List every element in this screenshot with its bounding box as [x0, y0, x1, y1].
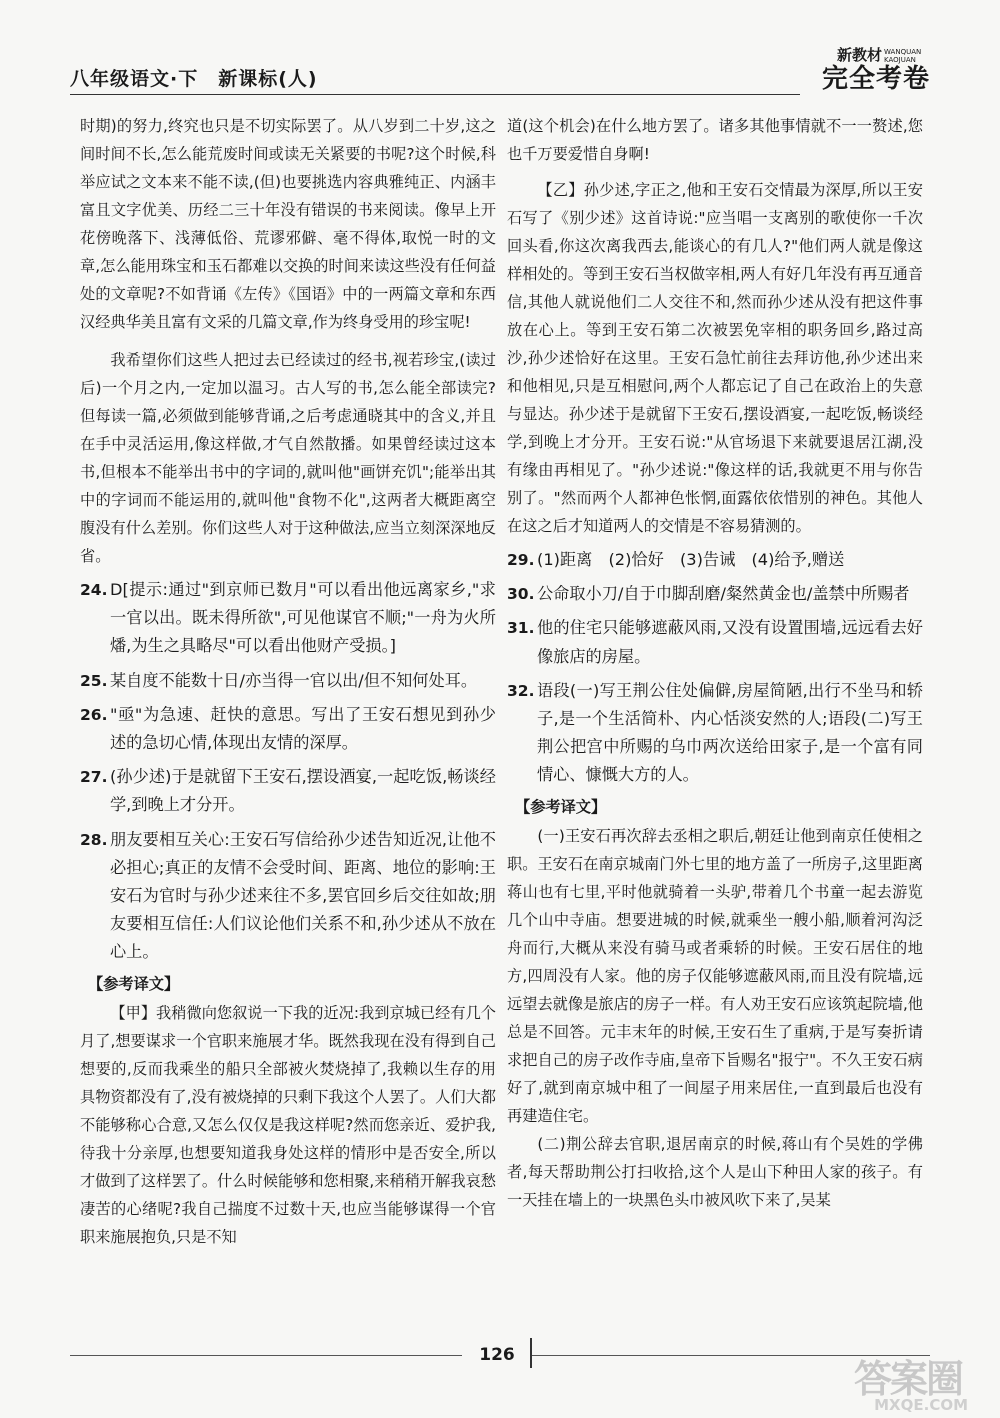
answer-text: 某自度不能数十日/亦当得一官以出/但不知何处耳。 [110, 670, 478, 690]
answer-list-right [507, 546, 923, 790]
answer-text: 他的住宅只能够遮蔽风雨,又没有设置围墙,远远看去好像旅店的房屋。 [537, 618, 923, 666]
answer-item [507, 614, 923, 670]
answer-text: 语段(一)写王荆公住处偏僻,房屋简陋,出行不坐马和轿子,是一个生活简朴、内心恬淡安然的人;语段(二)写王荆公把宫中所赐的乌巾两次送给田家子,是一个富有同情心、慷慨大方的人。 [537, 680, 923, 785]
brand-big: 完全考卷 [821, 64, 930, 94]
brand-logo [800, 44, 930, 93]
brand-pinyin: WANQUAN KAOJUAN [884, 47, 922, 64]
reference-translation-label: 【参考译文】 [515, 797, 607, 816]
answer-number: 28. [80, 830, 108, 849]
answer-list-left [80, 576, 496, 967]
answer-item [507, 580, 923, 608]
right-para-1: 道(这个机会)在什么地方罢了。诸多其他事情就不一一赘述,您也千万要爱惜自身啊! [507, 117, 923, 163]
right-column [507, 112, 923, 1214]
right-para-3: (一)王安石再次辞去丞相之职后,朝廷让他到南京任使相之职。王安石在南京城南门外七里的地方盖了一所房子,这里距离蒋山也有七里,平时他就骑着一头驴,带着几个书童一起去游览几个山中寺庙。想要进城的时候,就乘坐一艘小船,顺着河沟泛舟而行,大概从来没有骑马或者乘轿的时候。王安石居住的地方,四周没有人家。他的房子仅能够遮蔽风雨,而且没有院墙,远远望去就像是旅店的房子一样。有人劝王安石应该筑起院墙,他总是不回答。元丰末年的时候,王安石生了重病,于是写奏折请求把自己的房子改作寺庙,皇帝下旨赐名"报宁"。不久王安石病好了,就到南京城中租了一间屋子用来居住,一直到最后也没有再建造住宅。 [507, 826, 923, 1125]
answer-number: 26. [80, 705, 108, 724]
page-number-bar-right [530, 1338, 532, 1368]
page-header [70, 44, 930, 96]
answer-text: "亟"为急速、赶快的意思。写出了王安石想见到孙少述的急切心情,体现出友情的深厚。 [110, 704, 496, 753]
answer-item [80, 576, 496, 661]
answer-number: 30. [507, 585, 535, 604]
answer-number: 32. [507, 681, 535, 700]
answer-number: 25. [80, 671, 108, 690]
answer-text: (孙少述)于是就留下王安石,摆设酒宴,一起吃饭,畅谈经学,到晚上才分开。 [110, 767, 496, 815]
watermark-url: MXQE.COM [874, 1396, 968, 1414]
left-column [80, 112, 496, 1251]
left-para-2: 我希望你们这些人把过去已经读过的经书,视若珍宝,(读过后)一个月之内,一定加以温习。古人写的书,怎么能全部读完?但每读一篇,必须做到能够背诵,之后考虑通晓其中的含义,并且在手中灵活运用,像这样做,才气自然散播。如果曾经读过这本书,但根本不能举出书中的字词的,就叫他"画饼充饥";能举出其中的字词而不能运用的,就叫他"食物不化",这两者大概距离空腹没有什么差别。你们这些人对于这种做法,应当立刻深深地反省。 [80, 351, 496, 565]
header-rule [70, 94, 800, 95]
brand-small: 新教材 [836, 46, 882, 64]
answer-text: D[提示:通过"到京师已数月"可以看出他远离家乡,"求一官以出。既未得所欲",可见他谋官不顺;"一舟为火所燔,为生之具略尽"可以看出他财产受损。] [110, 580, 496, 656]
header-title: 八年级语文·下 新课标(人) [70, 68, 318, 90]
answer-item [80, 667, 496, 695]
left-para-3: 【甲】我稍微向您叙说一下我的近况:我到京城已经有几个月了,想要谋求一个官职来施展才华。既然我现在没有得到自己想要的,反而我乘坐的船只全部被火焚烧掉了,我赖以生存的用具物资都没有了,没有被烧掉的只剩下我这个人罢了。人们大都不能够称心合意,又怎么仅仅是我这样呢?然而您亲近、爱护我,待我十分亲厚,也想要知道我身处这样的情形中是否安全,所以才做到了这样罢了。什么时候能够和您相聚,来稍稍开解我哀愁凄苦的心绪呢?我自己揣度不过数十天,也应当能够谋得一个官职来施展抱负,只是不知 [80, 1003, 496, 1246]
answer-number: 31. [507, 619, 535, 638]
answer-text: (1)距离 (2)恰好 (3)告诫 (4)给予,赠送 [537, 550, 845, 569]
answer-item [80, 701, 496, 757]
answer-number: 27. [80, 768, 108, 787]
answer-item [507, 546, 923, 574]
answer-text: 公命取小刀/自于巾脚刮磨/粲然黄金也/盖禁中所赐者 [537, 584, 910, 604]
answer-text: 朋友要相互关心:王安石写信给孙少述告知近况,让他不必担心;真正的友情不会受时间、距离、地位的影响:王安石为官时与孙少述来往不多,罢官回乡后交往如故;朋友要相互信任:人们议论他们关系不和,孙少述从不放在心上。 [110, 829, 496, 962]
page-number: 126 [462, 1338, 532, 1372]
right-para-2: 【乙】孙少述,字正之,他和王安石交情最为深厚,所以王安石写了《别少述》这首诗说:"应当唱一支离别的歌使你一千次回头看,你这次离我西去,能谈心的有几人?"他们两人就是像这样相处的。等到王安石当权做宰相,两人有好几年没有再互通音信,其他人就说他们二人交往不和,然而孙少述从没有把这件事放在心上。等到王安石第二次被罢免宰相的职务回乡,路过高沙,孙少述恰好在这里。王安石急忙前往去拜访他,孙少述出来和他相见,只是互相慰问,两个人都忘记了自己在政治上的失意与显达。孙少述于是就留下王安石,摆设酒宴,一起吃饭,畅谈经学,到晚上才分开。王安石说:"从官场退下来就要退居江湖,没有缘由再相见了。"孙少述说:"像这样的话,我就更不用与你告别了。"然而两个人都神色怅惘,面露依依惜别的神色。其他人在这之后才知道两人的交情是不容易猜测的。 [507, 181, 923, 535]
reference-translation-label: 【参考译文】 [88, 974, 180, 993]
answer-item [80, 763, 496, 819]
answer-item [507, 677, 923, 790]
right-para-4: (二)荆公辞去官职,退居南京的时候,蒋山有个吴姓的学佛者,每天帮助荆公打扫收拾,这个人是山下种田人家的孩子。有一天挂在墙上的一块黑色头巾被风吹下来了,吴某 [507, 1134, 923, 1209]
watermark-logo: 答案圈 [854, 1357, 963, 1401]
answer-item [80, 826, 496, 967]
left-para-1: 时期)的努力,终究也只是不切实际罢了。从八岁到二十岁,这之间时间不长,怎么能荒废时间或读无关紧要的书呢?这个时候,科举应试之文本来不能不读,(但)也要挑选内容典雅纯正、内涵丰富且文字优美、历经二三十年没有错误的书来阅读。像早上开花傍晚落下、浅薄低俗、荒谬邪僻、毫不得体,取悦一时的文章,怎么能用珠宝和玉石都难以交换的时间来读这些没有任何益处的文章呢?不如背诵《左传》《国语》中的一两篇文章和东西汉经典华美且富有文采的几篇文章,作为终身受用的珍宝呢! [80, 117, 496, 331]
answer-number: 29. [507, 551, 535, 569]
answer-number: 24. [80, 581, 108, 599]
